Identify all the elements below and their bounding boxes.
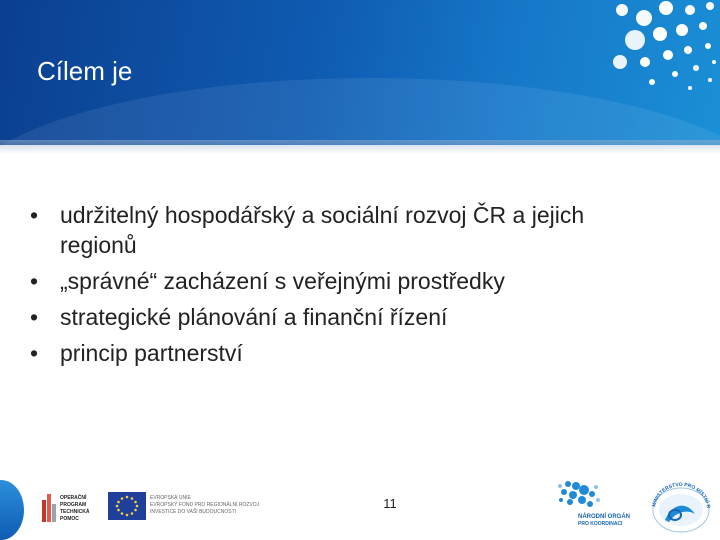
slide-header — [0, 0, 720, 145]
op-tp-logo — [42, 492, 100, 522]
slide-title: Cílem je — [37, 56, 133, 86]
bullet-text: strategické plánování a finanční řízení — [60, 304, 448, 330]
page-number: 11 — [383, 496, 397, 511]
bullet-item — [30, 266, 650, 296]
eu-flag-icon — [108, 492, 146, 520]
mmr-logo — [645, 480, 717, 535]
no-logo-line: NÁRODNÍ ORGÁN — [578, 514, 630, 520]
decorative-arc — [0, 480, 24, 540]
eu-text-line: EVROPSKÁ UNIE — [150, 495, 191, 501]
bullet-list — [30, 200, 650, 374]
eu-text-line: INVESTICE DO VAŠÍ BUDOUCNOSTI — [150, 509, 237, 515]
bullet-item — [30, 200, 650, 260]
op-logo-line: TECHNICKÁ — [60, 509, 90, 515]
bullet-text: princip partnerství — [60, 340, 243, 366]
bullet-marker: • — [30, 340, 39, 366]
decorative-dots — [520, 0, 720, 145]
bullet-text: udržitelný hospodářský a sociální rozvoj ČR a jejich regionů — [60, 202, 585, 258]
mmr-logo-text: MINISTERSTVO PRO MÍSTNÍ R — [651, 481, 711, 509]
bullet-marker: • — [30, 268, 39, 294]
bullet-marker: • — [30, 304, 39, 330]
op-logo-line: POMOC — [60, 516, 79, 522]
bullet-marker: • — [30, 202, 39, 228]
header-shadow — [0, 140, 720, 154]
bullet-item — [30, 302, 650, 332]
eu-text-line: EVROPSKÝ FOND PRO REGIONÁLNÍ ROZVOJ — [150, 502, 260, 508]
bullet-text: „správné“ zacházení s veřejnými prostředky — [60, 268, 505, 294]
eu-logo-text — [150, 495, 260, 516]
op-logo-line: PROGRAM — [60, 502, 87, 508]
bullet-item — [30, 338, 650, 368]
narodni-organ-logo — [556, 478, 636, 528]
no-logo-line: PRO KOORDINACI — [578, 521, 623, 527]
op-logo-line: OPERAČNÍ — [60, 495, 87, 501]
